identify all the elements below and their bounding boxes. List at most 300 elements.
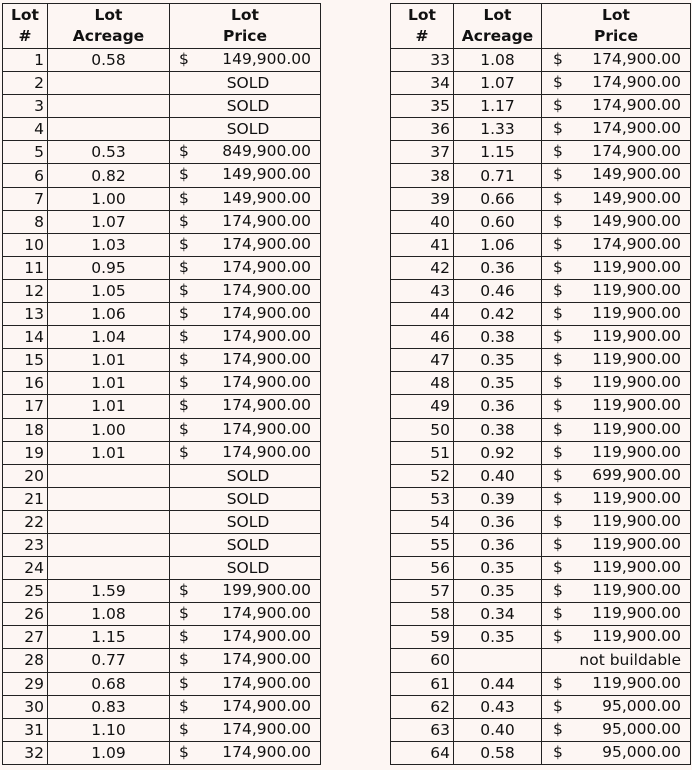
lot-price-cell xyxy=(170,695,321,718)
lot-number-cell: 31 xyxy=(3,718,48,741)
lot-number-cell: 12 xyxy=(3,279,48,302)
lot-acreage-cell: 0.36 xyxy=(454,395,542,418)
currency-symbol: $ xyxy=(553,558,563,577)
lot-price-cell xyxy=(542,95,691,118)
table-row xyxy=(391,326,691,349)
lot-price-cell xyxy=(542,718,691,741)
price-amount: 174,900.00 xyxy=(222,696,311,715)
price-amount: 174,900.00 xyxy=(222,350,311,369)
table-row xyxy=(3,49,321,72)
header-lot-number: Lot # xyxy=(3,4,48,49)
currency-symbol: $ xyxy=(179,604,189,623)
currency-symbol: $ xyxy=(553,119,563,138)
lot-acreage-cell: 1.00 xyxy=(48,418,170,441)
lot-price-cell xyxy=(542,256,691,279)
table-row xyxy=(3,580,321,603)
lot-number-cell: 36 xyxy=(391,118,454,141)
lot-number-cell: 11 xyxy=(3,256,48,279)
lot-number-cell: 22 xyxy=(3,510,48,533)
currency-symbol: $ xyxy=(553,327,563,346)
currency-symbol: $ xyxy=(179,257,189,276)
lot-price-cell xyxy=(542,695,691,718)
currency-symbol: $ xyxy=(553,211,563,230)
lot-number-cell: 26 xyxy=(3,603,48,626)
currency-symbol: $ xyxy=(179,211,189,230)
lot-price-cell xyxy=(542,580,691,603)
table-row xyxy=(3,626,321,649)
lot-number-cell: 52 xyxy=(391,464,454,487)
lot-acreage-cell: 0.71 xyxy=(454,164,542,187)
lot-price-cell xyxy=(542,372,691,395)
lot-acreage-cell: 1.17 xyxy=(454,95,542,118)
lot-number-cell: 33 xyxy=(391,49,454,72)
currency-symbol: $ xyxy=(179,373,189,392)
lot-number-cell: 60 xyxy=(391,649,454,672)
table-row xyxy=(3,649,321,672)
price-amount: 119,900.00 xyxy=(592,534,681,553)
currency-symbol: $ xyxy=(179,696,189,715)
currency-symbol: $ xyxy=(179,50,189,68)
lot-number-cell: 41 xyxy=(391,233,454,256)
table-row xyxy=(3,533,321,556)
price-amount: 174,900.00 xyxy=(592,73,681,92)
currency-symbol: $ xyxy=(179,350,189,369)
lot-price-cell xyxy=(170,626,321,649)
lot-acreage-cell: 0.36 xyxy=(454,533,542,556)
lot-price-cell xyxy=(170,441,321,464)
lot-price-cell xyxy=(542,510,691,533)
lot-price-cell xyxy=(542,49,691,72)
table-row xyxy=(391,580,691,603)
lot-price-cell xyxy=(542,603,691,626)
lot-number-cell: 61 xyxy=(391,672,454,695)
lot-number-cell: 23 xyxy=(3,533,48,556)
lot-price-cell xyxy=(170,303,321,326)
price-amount: 174,900.00 xyxy=(222,673,311,692)
lot-number-cell: 39 xyxy=(391,187,454,210)
currency-symbol: $ xyxy=(553,234,563,253)
lot-price-cell xyxy=(542,349,691,372)
lot-price-cell xyxy=(542,141,691,164)
price-amount: 95,000.00 xyxy=(602,696,681,715)
lot-number-cell: 19 xyxy=(3,441,48,464)
lot-price-cell xyxy=(170,580,321,603)
table-row xyxy=(3,233,321,256)
lot-price-cell xyxy=(542,649,691,672)
lot-acreage-cell: 1.03 xyxy=(48,233,170,256)
lot-acreage-cell: 0.38 xyxy=(454,326,542,349)
table-row xyxy=(3,326,321,349)
price-amount: 149,900.00 xyxy=(592,211,681,230)
lot-number-cell: 32 xyxy=(3,741,48,764)
price-amount: 119,900.00 xyxy=(592,280,681,299)
table-row xyxy=(391,372,691,395)
table-row xyxy=(391,603,691,626)
lot-number-cell: 7 xyxy=(3,187,48,210)
table-row xyxy=(3,557,321,580)
lot-acreage-cell: 0.83 xyxy=(48,695,170,718)
lot-acreage-cell: 0.42 xyxy=(454,303,542,326)
lot-acreage-cell: 0.40 xyxy=(454,464,542,487)
lot-price-cell xyxy=(542,395,691,418)
lot-acreage-cell: 0.39 xyxy=(454,487,542,510)
lot-acreage-cell xyxy=(48,464,170,487)
lot-price-cell xyxy=(170,557,321,580)
currency-symbol: $ xyxy=(179,327,189,346)
lot-number-cell: 44 xyxy=(391,303,454,326)
price-amount: 149,900.00 xyxy=(592,188,681,207)
lot-price-cell xyxy=(542,210,691,233)
currency-symbol: $ xyxy=(553,742,563,761)
lot-price-cell xyxy=(170,349,321,372)
price-amount: 119,900.00 xyxy=(592,627,681,646)
table-row xyxy=(3,464,321,487)
lot-acreage-cell: 1.05 xyxy=(48,279,170,302)
price-amount: 119,900.00 xyxy=(592,419,681,438)
table-row xyxy=(391,187,691,210)
currency-symbol: $ xyxy=(553,142,563,161)
currency-symbol: $ xyxy=(179,673,189,692)
lot-acreage-cell: 0.92 xyxy=(454,441,542,464)
table-row xyxy=(3,487,321,510)
price-amount: 174,900.00 xyxy=(222,234,311,253)
lot-price-cell xyxy=(170,533,321,556)
currency-symbol: $ xyxy=(553,280,563,299)
currency-symbol: $ xyxy=(553,96,563,115)
lot-acreage-cell: 1.00 xyxy=(48,187,170,210)
table-row xyxy=(391,95,691,118)
lot-acreage-cell: 0.46 xyxy=(454,279,542,302)
lot-number-cell: 43 xyxy=(391,279,454,302)
lot-number-cell: 2 xyxy=(3,72,48,95)
price-amount: 119,900.00 xyxy=(592,257,681,276)
price-amount: 119,900.00 xyxy=(592,327,681,346)
currency-symbol: $ xyxy=(179,650,189,669)
lot-number-cell: 29 xyxy=(3,672,48,695)
lot-acreage-cell xyxy=(454,649,542,672)
lot-price-cell xyxy=(170,487,321,510)
header-lot-acreage: Lot Acreage xyxy=(454,4,542,49)
currency-symbol: $ xyxy=(179,627,189,646)
lot-number-cell: 30 xyxy=(3,695,48,718)
lot-price-cell xyxy=(170,718,321,741)
price-amount: 174,900.00 xyxy=(592,142,681,161)
table-row xyxy=(3,72,321,95)
lot-acreage-cell: 0.77 xyxy=(48,649,170,672)
currency-symbol: $ xyxy=(553,673,563,692)
currency-symbol: $ xyxy=(553,534,563,553)
lot-acreage-cell: 0.35 xyxy=(454,580,542,603)
lot-number-cell: 24 xyxy=(3,557,48,580)
lot-price-cell xyxy=(170,49,321,72)
currency-symbol: $ xyxy=(553,719,563,738)
price-amount: 119,900.00 xyxy=(592,396,681,415)
price-amount: 95,000.00 xyxy=(602,742,681,761)
lot-number-cell: 15 xyxy=(3,349,48,372)
lot-acreage-cell: 1.01 xyxy=(48,349,170,372)
lot-acreage-cell: 1.15 xyxy=(48,626,170,649)
lot-acreage-cell: 0.95 xyxy=(48,256,170,279)
price-amount: 119,900.00 xyxy=(592,373,681,392)
lot-acreage-cell: 1.10 xyxy=(48,718,170,741)
table-row xyxy=(3,672,321,695)
lot-status: SOLD xyxy=(226,489,270,508)
lot-acreage-cell: 0.36 xyxy=(454,256,542,279)
lot-price-cell xyxy=(542,164,691,187)
lot-number-cell: 47 xyxy=(391,349,454,372)
lot-acreage-cell xyxy=(48,95,170,118)
lot-price-cell xyxy=(170,187,321,210)
lot-acreage-cell: 0.35 xyxy=(454,557,542,580)
currency-symbol: $ xyxy=(179,165,189,184)
table-row xyxy=(391,49,691,72)
currency-symbol: $ xyxy=(553,465,563,484)
lot-number-cell: 59 xyxy=(391,626,454,649)
lot-price-cell xyxy=(542,464,691,487)
table-row xyxy=(391,72,691,95)
currency-symbol: $ xyxy=(553,511,563,530)
lot-number-cell: 62 xyxy=(391,695,454,718)
table-row xyxy=(391,164,691,187)
price-amount: 149,900.00 xyxy=(592,165,681,184)
lot-acreage-cell: 0.34 xyxy=(454,603,542,626)
lot-number-cell: 42 xyxy=(391,256,454,279)
lot-number-cell: 5 xyxy=(3,141,48,164)
price-amount: 849,900.00 xyxy=(222,142,311,161)
table-row xyxy=(391,441,691,464)
table-row xyxy=(391,233,691,256)
price-amount: 174,900.00 xyxy=(222,627,311,646)
lot-acreage-cell: 0.35 xyxy=(454,349,542,372)
lot-number-cell: 17 xyxy=(3,395,48,418)
currency-symbol: $ xyxy=(553,350,563,369)
lot-number-cell: 38 xyxy=(391,164,454,187)
table-row xyxy=(391,395,691,418)
table-row xyxy=(3,741,321,764)
lot-acreage-cell: 0.40 xyxy=(454,718,542,741)
table-row xyxy=(3,510,321,533)
lot-acreage-cell: 0.35 xyxy=(454,626,542,649)
table-row xyxy=(391,141,691,164)
lot-price-cell xyxy=(542,72,691,95)
currency-symbol: $ xyxy=(553,581,563,600)
table-row xyxy=(3,118,321,141)
price-amount: 149,900.00 xyxy=(222,165,311,184)
currency-symbol: $ xyxy=(179,304,189,323)
currency-symbol: $ xyxy=(179,234,189,253)
lot-status: SOLD xyxy=(226,466,270,485)
lot-number-cell: 27 xyxy=(3,626,48,649)
lot-price-cell xyxy=(542,187,691,210)
currency-symbol: $ xyxy=(179,742,189,761)
price-amount: 174,900.00 xyxy=(222,327,311,346)
header-lot-acreage: Lot Acreage xyxy=(48,4,170,49)
table-row xyxy=(3,279,321,302)
lot-acreage-cell: 1.33 xyxy=(454,118,542,141)
lot-number-cell: 1 xyxy=(3,49,48,72)
lot-price-cell xyxy=(170,141,321,164)
lot-number-cell: 8 xyxy=(3,210,48,233)
lot-price-table-right xyxy=(390,3,691,765)
lot-acreage-cell: 0.43 xyxy=(454,695,542,718)
price-amount: 95,000.00 xyxy=(602,719,681,738)
lot-price-cell xyxy=(542,487,691,510)
lot-number-cell: 6 xyxy=(3,164,48,187)
table-row xyxy=(3,372,321,395)
lot-number-cell: 55 xyxy=(391,533,454,556)
currency-symbol: $ xyxy=(179,188,189,207)
lot-number-cell: 20 xyxy=(3,464,48,487)
lot-acreage-cell: 1.08 xyxy=(454,49,542,72)
price-amount: 119,900.00 xyxy=(592,488,681,507)
lot-price-cell xyxy=(542,118,691,141)
table-row xyxy=(3,395,321,418)
price-amount: 149,900.00 xyxy=(222,50,311,68)
lot-price-cell xyxy=(170,210,321,233)
lot-acreage-cell xyxy=(48,487,170,510)
price-amount: 174,900.00 xyxy=(222,211,311,230)
lot-acreage-cell: 0.58 xyxy=(454,741,542,764)
lot-price-cell xyxy=(170,372,321,395)
table-row xyxy=(391,626,691,649)
table-row xyxy=(391,649,691,672)
lot-number-cell: 37 xyxy=(391,141,454,164)
lot-price-cell xyxy=(170,233,321,256)
lot-number-cell: 35 xyxy=(391,95,454,118)
lot-status: not buildable xyxy=(579,651,681,670)
price-amount: 174,900.00 xyxy=(222,257,311,276)
currency-symbol: $ xyxy=(179,719,189,738)
price-amount: 174,900.00 xyxy=(592,50,681,68)
lot-price-cell xyxy=(170,326,321,349)
lot-price-cell xyxy=(170,510,321,533)
lot-acreage-cell: 1.07 xyxy=(48,210,170,233)
table-row xyxy=(391,303,691,326)
price-amount: 199,900.00 xyxy=(222,581,311,600)
table-row xyxy=(3,164,321,187)
price-amount: 119,900.00 xyxy=(592,442,681,461)
lot-price-cell xyxy=(542,279,691,302)
lot-number-cell: 64 xyxy=(391,741,454,764)
price-amount: 119,900.00 xyxy=(592,558,681,577)
price-amount: 174,900.00 xyxy=(592,119,681,138)
lot-number-cell: 57 xyxy=(391,580,454,603)
lot-price-cell xyxy=(542,418,691,441)
lot-acreage-cell: 0.66 xyxy=(454,187,542,210)
currency-symbol: $ xyxy=(553,442,563,461)
header-row xyxy=(391,4,691,49)
price-amount: 174,900.00 xyxy=(592,234,681,253)
lot-price-cell xyxy=(170,95,321,118)
lot-price-cell xyxy=(542,233,691,256)
lot-number-cell: 40 xyxy=(391,210,454,233)
lot-number-cell: 56 xyxy=(391,557,454,580)
currency-symbol: $ xyxy=(553,50,563,68)
table-row xyxy=(391,279,691,302)
lot-acreage-cell: 0.58 xyxy=(48,49,170,72)
price-amount: 174,900.00 xyxy=(222,719,311,738)
lot-price-cell xyxy=(170,72,321,95)
price-amount: 119,900.00 xyxy=(592,604,681,623)
currency-symbol: $ xyxy=(179,442,189,461)
lot-status: SOLD xyxy=(226,536,270,555)
lot-price-cell xyxy=(542,441,691,464)
price-amount: 174,900.00 xyxy=(222,419,311,438)
lot-number-cell: 3 xyxy=(3,95,48,118)
table-row xyxy=(391,741,691,764)
currency-symbol: $ xyxy=(179,142,189,161)
currency-symbol: $ xyxy=(553,488,563,507)
table-row xyxy=(3,187,321,210)
table-row xyxy=(391,487,691,510)
lot-acreage-cell: 1.15 xyxy=(454,141,542,164)
header-row xyxy=(3,4,321,49)
lot-acreage-cell: 1.07 xyxy=(454,72,542,95)
lot-number-cell: 58 xyxy=(391,603,454,626)
lot-number-cell: 49 xyxy=(391,395,454,418)
lot-acreage-cell: 0.38 xyxy=(454,418,542,441)
table-row xyxy=(391,695,691,718)
lot-price-cell xyxy=(542,326,691,349)
lot-price-cell xyxy=(542,741,691,764)
currency-symbol: $ xyxy=(179,396,189,415)
lot-acreage-cell: 1.01 xyxy=(48,395,170,418)
lot-acreage-cell: 0.44 xyxy=(454,672,542,695)
lot-acreage-cell: 1.01 xyxy=(48,441,170,464)
currency-symbol: $ xyxy=(553,257,563,276)
lot-acreage-cell xyxy=(48,510,170,533)
table-row xyxy=(391,118,691,141)
price-amount: 119,900.00 xyxy=(592,581,681,600)
currency-symbol: $ xyxy=(553,627,563,646)
currency-symbol: $ xyxy=(179,581,189,600)
lot-acreage-cell: 1.04 xyxy=(48,326,170,349)
lot-acreage-cell: 1.06 xyxy=(454,233,542,256)
lot-number-cell: 63 xyxy=(391,718,454,741)
price-amount: 174,900.00 xyxy=(222,373,311,392)
lot-number-cell: 50 xyxy=(391,418,454,441)
table-row xyxy=(391,349,691,372)
lot-acreage-cell: 1.06 xyxy=(48,303,170,326)
header-lot-number: Lot # xyxy=(391,4,454,49)
price-amount: 174,900.00 xyxy=(592,96,681,115)
price-amount: 119,900.00 xyxy=(592,304,681,323)
lot-price-cell xyxy=(170,395,321,418)
lot-number-cell: 46 xyxy=(391,326,454,349)
lot-acreage-cell xyxy=(48,72,170,95)
table-row xyxy=(391,256,691,279)
lot-price-cell xyxy=(542,557,691,580)
lot-price-cell xyxy=(170,672,321,695)
table-row xyxy=(391,464,691,487)
lot-acreage-cell: 0.82 xyxy=(48,164,170,187)
lot-acreage-cell: 0.68 xyxy=(48,672,170,695)
lot-status: SOLD xyxy=(226,512,270,531)
lot-acreage-cell: 0.53 xyxy=(48,141,170,164)
header-lot-price: Lot Price xyxy=(542,4,691,49)
table-row xyxy=(391,672,691,695)
currency-symbol: $ xyxy=(553,373,563,392)
price-amount: 699,900.00 xyxy=(592,465,681,484)
lot-status: SOLD xyxy=(226,97,270,116)
currency-symbol: $ xyxy=(553,73,563,92)
lot-number-cell: 13 xyxy=(3,303,48,326)
lot-status: SOLD xyxy=(226,74,270,93)
lot-price-cell xyxy=(170,164,321,187)
lot-price-cell xyxy=(170,418,321,441)
currency-symbol: $ xyxy=(179,280,189,299)
lot-acreage-cell: 1.08 xyxy=(48,603,170,626)
